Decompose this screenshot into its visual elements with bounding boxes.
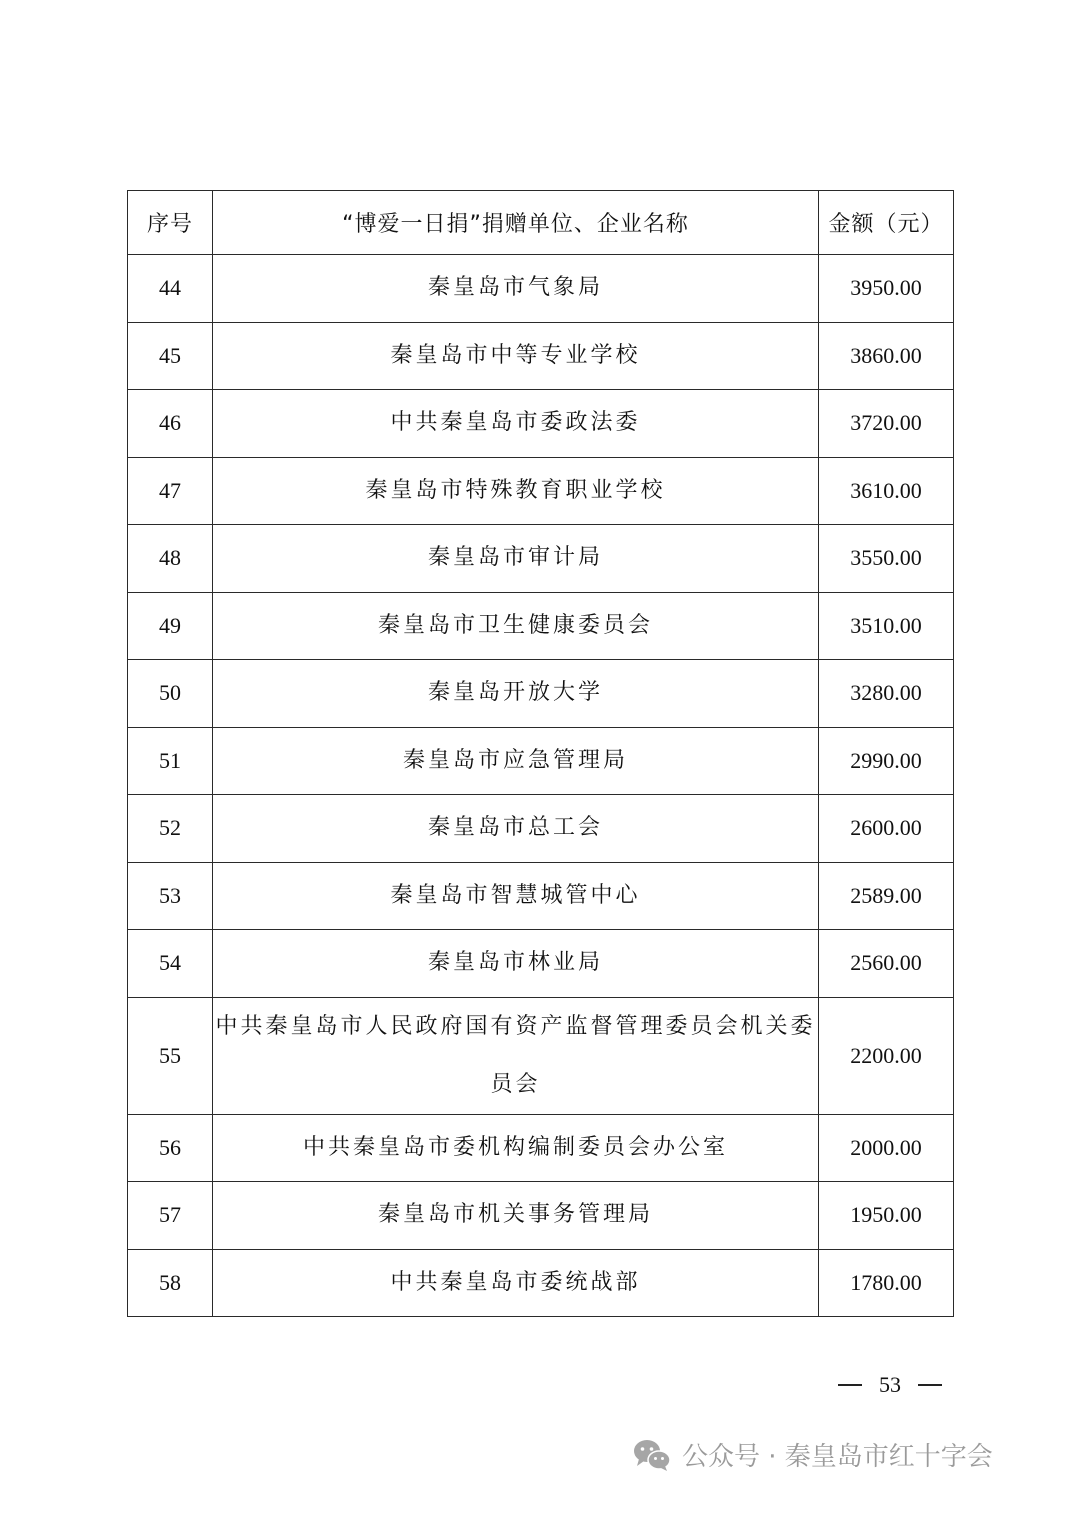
row-name: 秦皇岛市审计局 <box>213 525 819 593</box>
row-name: 秦皇岛市卫生健康委员会 <box>213 592 819 660</box>
row-amount: 3280.00 <box>819 660 954 728</box>
row-number: 50 <box>128 660 213 728</box>
header-amount: 金额（元） <box>819 191 954 255</box>
row-amount: 3950.00 <box>819 255 954 323</box>
watermark <box>632 1436 993 1473</box>
row-number: 46 <box>128 390 213 458</box>
table-row <box>128 592 954 660</box>
table-row <box>128 1182 954 1250</box>
header-number: 序号 <box>128 191 213 255</box>
row-number: 48 <box>128 525 213 593</box>
row-number: 44 <box>128 255 213 323</box>
row-amount: 2600.00 <box>819 795 954 863</box>
page-number-dash-left <box>838 1384 862 1386</box>
row-number: 58 <box>128 1249 213 1317</box>
row-number: 52 <box>128 795 213 863</box>
table-row <box>128 1249 954 1317</box>
table-header-row <box>128 191 954 255</box>
table-row <box>128 390 954 458</box>
row-name: 秦皇岛市气象局 <box>213 255 819 323</box>
row-amount: 2990.00 <box>819 727 954 795</box>
table-row <box>128 525 954 593</box>
row-name: 秦皇岛市机关事务管理局 <box>213 1182 819 1250</box>
row-amount: 3720.00 <box>819 390 954 458</box>
row-amount: 2000.00 <box>819 1114 954 1182</box>
row-number: 54 <box>128 930 213 998</box>
table-row <box>128 795 954 863</box>
row-amount: 1780.00 <box>819 1249 954 1317</box>
page-number <box>838 1372 942 1398</box>
row-amount: 3550.00 <box>819 525 954 593</box>
page-number-value: 53 <box>879 1372 901 1397</box>
row-number: 53 <box>128 862 213 930</box>
table-row <box>128 930 954 998</box>
row-amount: 2589.00 <box>819 862 954 930</box>
table-row <box>128 322 954 390</box>
row-number: 49 <box>128 592 213 660</box>
row-name: 秦皇岛开放大学 <box>213 660 819 728</box>
table-row <box>128 1114 954 1182</box>
donation-table <box>127 190 954 1317</box>
table-row <box>128 255 954 323</box>
row-number: 57 <box>128 1182 213 1250</box>
row-number: 45 <box>128 322 213 390</box>
table-row <box>128 997 954 1114</box>
row-name: 秦皇岛市特殊教育职业学校 <box>213 457 819 525</box>
row-amount: 2200.00 <box>819 997 954 1114</box>
row-name: 中共秦皇岛市委机构编制委员会办公室 <box>213 1114 819 1182</box>
row-amount: 2560.00 <box>819 930 954 998</box>
table-row <box>128 727 954 795</box>
table-row <box>128 457 954 525</box>
row-name: 秦皇岛市总工会 <box>213 795 819 863</box>
row-number: 56 <box>128 1114 213 1182</box>
header-name: “博爱一日捐”捐赠单位、企业名称 <box>213 191 819 255</box>
table-row <box>128 660 954 728</box>
row-name: 中共秦皇岛市委统战部 <box>213 1249 819 1317</box>
table-row <box>128 862 954 930</box>
row-name: 秦皇岛市林业局 <box>213 930 819 998</box>
row-name: 中共秦皇岛市委政法委 <box>213 390 819 458</box>
row-number: 51 <box>128 727 213 795</box>
watermark-text: 公众号 · 秦皇岛市红十字会 <box>682 1442 993 1472</box>
row-name: 秦皇岛市应急管理局 <box>213 727 819 795</box>
row-amount: 3860.00 <box>819 322 954 390</box>
row-amount: 1950.00 <box>819 1182 954 1250</box>
row-amount: 3510.00 <box>819 592 954 660</box>
row-name: 秦皇岛市智慧城管中心 <box>213 862 819 930</box>
row-name: 秦皇岛市中等专业学校 <box>213 322 819 390</box>
wechat-icon <box>632 1437 672 1473</box>
row-number: 47 <box>128 457 213 525</box>
row-number: 55 <box>128 997 213 1114</box>
row-amount: 3610.00 <box>819 457 954 525</box>
row-name: 中共秦皇岛市人民政府国有资产监督管理委员会机关委员会 <box>213 997 819 1114</box>
page-number-dash-right <box>918 1384 942 1386</box>
